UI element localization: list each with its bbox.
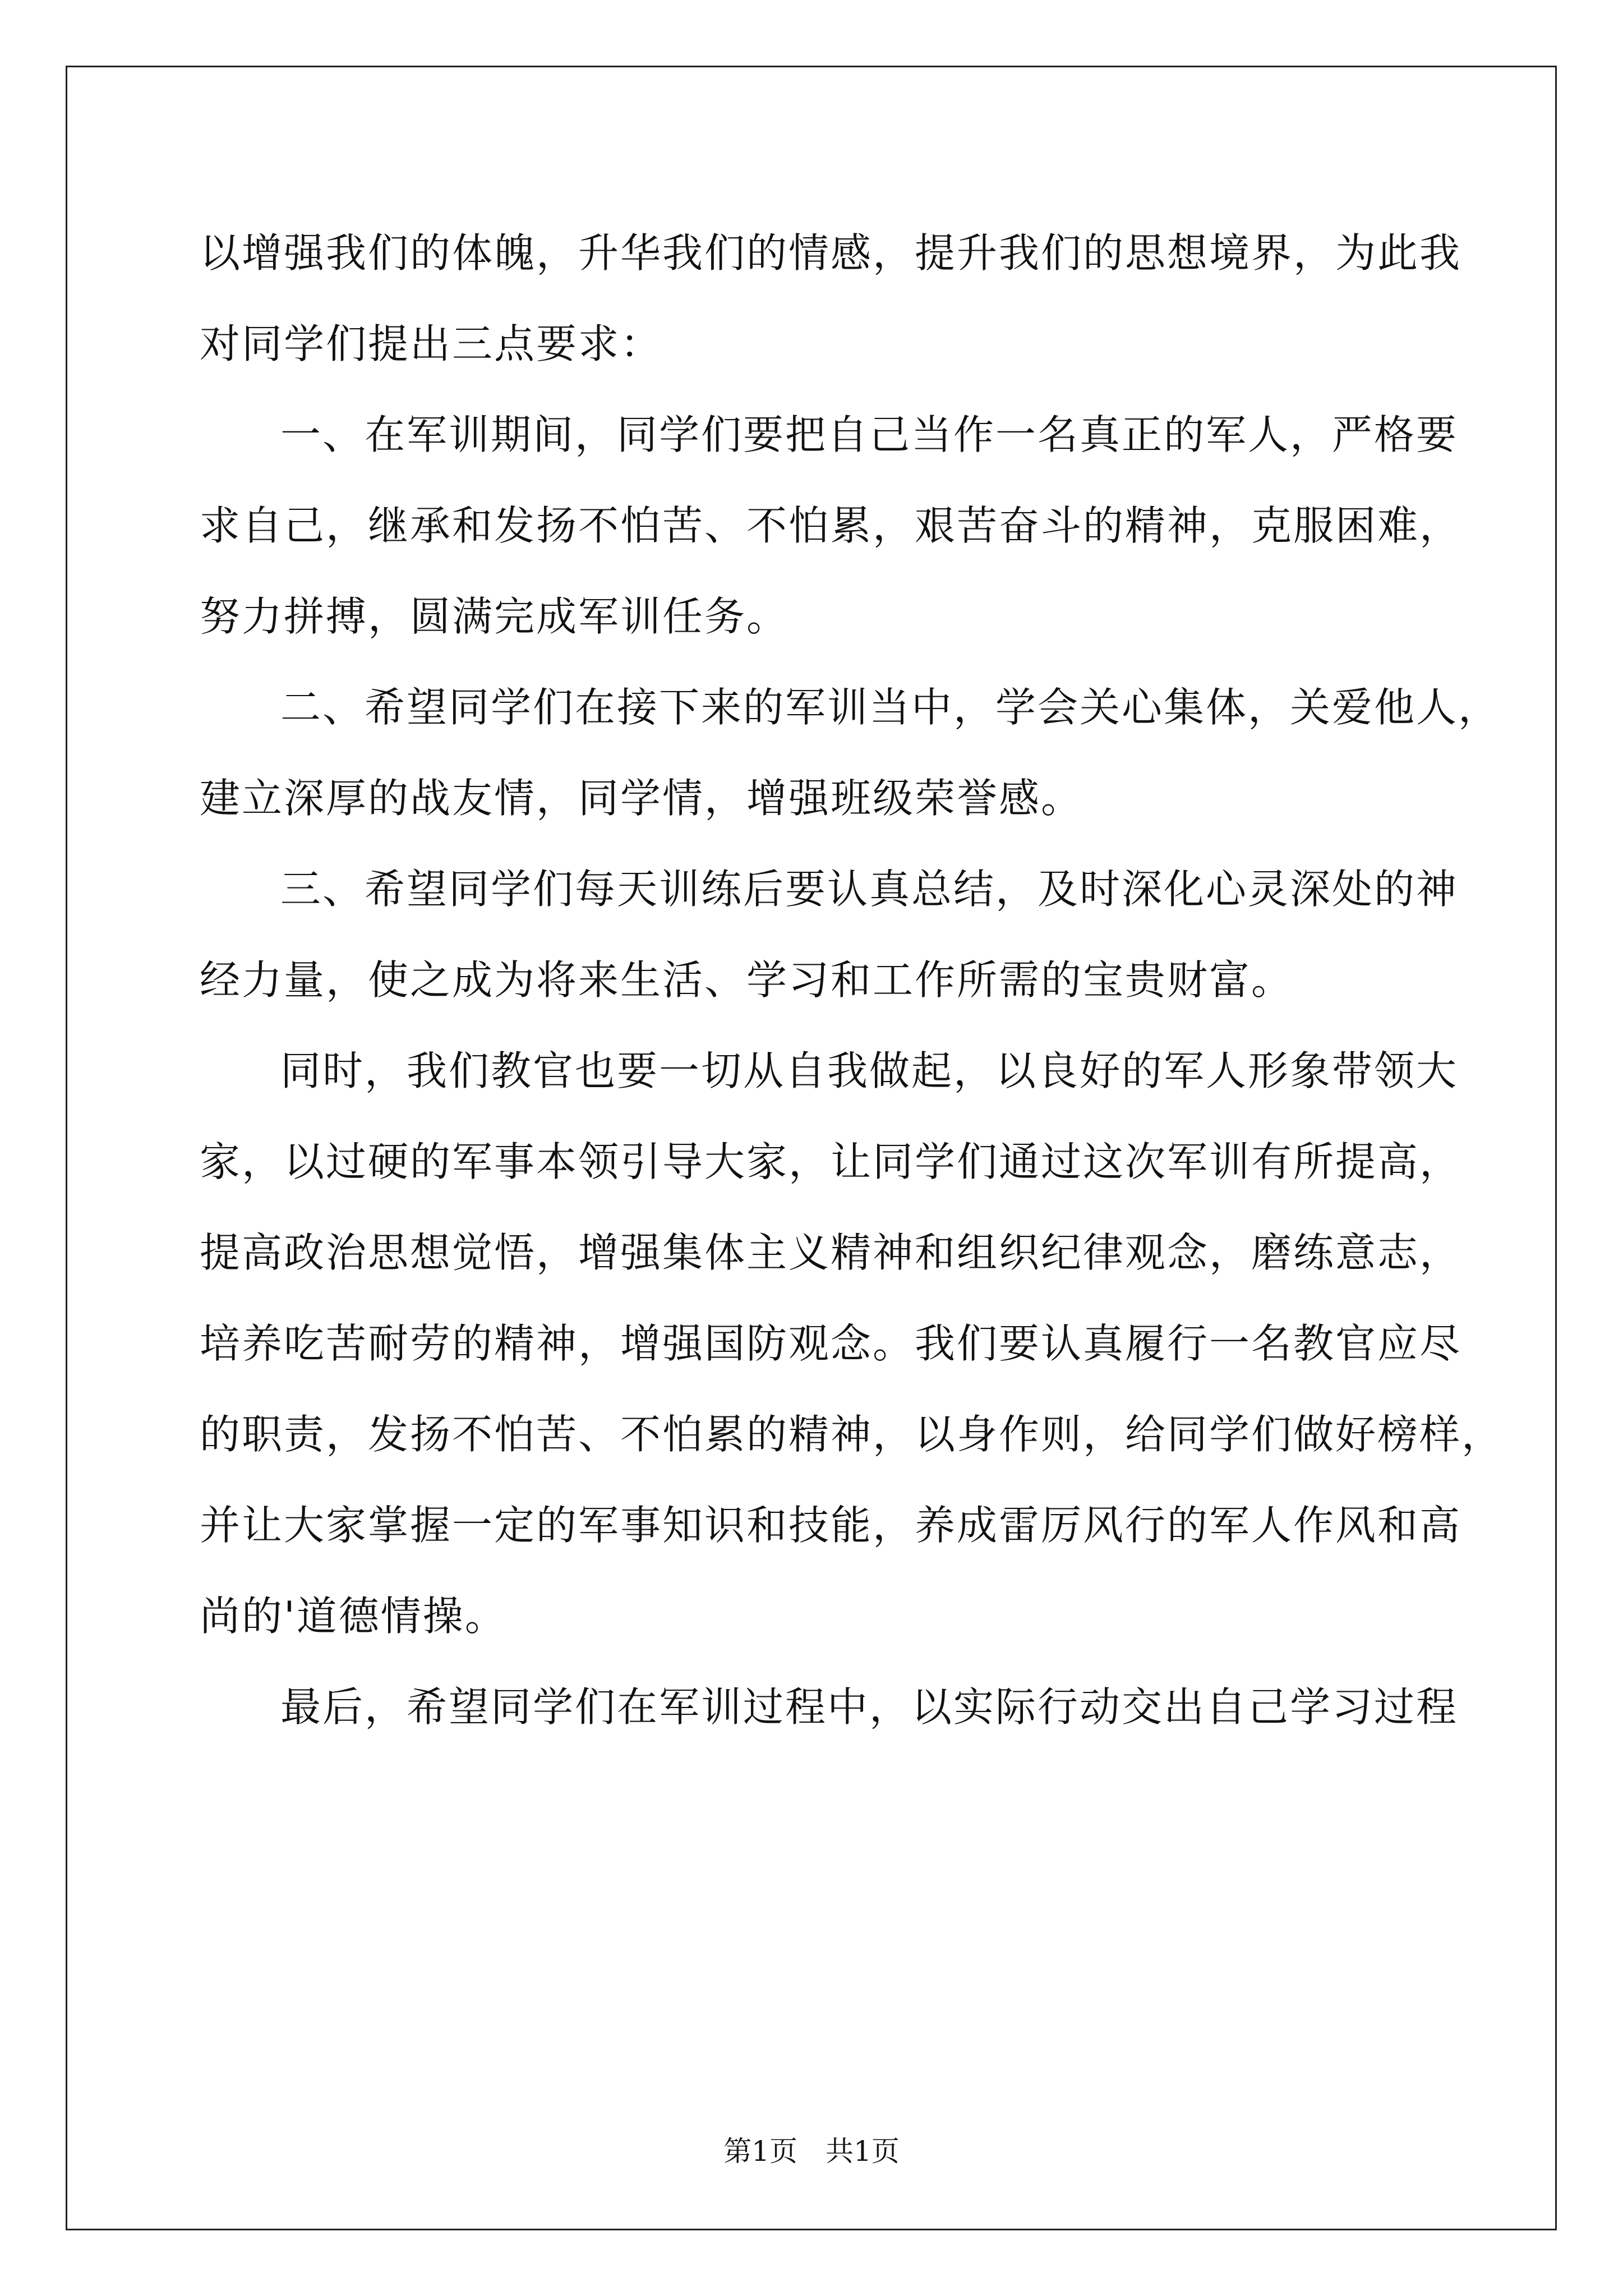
text-line-3: 一、在军训期间，同学们要把自己当作一名真正的军人，严格要 <box>280 411 1459 458</box>
page-footer: 第1页 共1页 <box>723 2135 900 2168</box>
text-line-16: 尚的'道德情操。 <box>200 1593 507 1640</box>
text-line-2: 对同学们提出三点要求： <box>200 320 663 367</box>
text-line-4: 求自己，继承和发扬不怕苦、不怕累，艰苦奋斗的精神，克服困难， <box>200 502 1462 549</box>
text-line-9: 经力量，使之成为将来生活、学习和工作所需的宝贵财富。 <box>200 956 1294 1004</box>
text-line-12: 提高政治思想觉悟，增强集体主义精神和组织纪律观念，磨练意志， <box>200 1229 1462 1276</box>
text-line-10: 同时，我们教官也要一切从自我做起，以良好的军人形象带领大 <box>280 1047 1459 1094</box>
text-line-13: 培养吃苦耐劳的精神，增强国防观念。我们要认真履行一名教官应尽 <box>200 1320 1462 1367</box>
text-line-8: 三、希望同学们每天训练后要认真总结，及时深化心灵深处的神 <box>280 866 1459 913</box>
text-line-5: 努力拼搏，圆满完成军训任务。 <box>200 593 789 640</box>
text-line-11: 家，以过硬的军事本领引导大家，让同学们通过这次军训有所提高， <box>200 1138 1462 1185</box>
text-line-15: 并让大家掌握一定的军事知识和技能，养成雷厉风行的军人作风和高 <box>200 1502 1462 1549</box>
text-line-14: 的职责，发扬不怕苦、不怕累的精神，以身作则，给同学们做好榜样， <box>200 1411 1504 1458</box>
text-line-6: 二、希望同学们在接下来的军训当中，学会关心集体，关爱他人， <box>280 684 1501 731</box>
text-line-17: 最后，希望同学们在军训过程中，以实际行动交出自己学习过程 <box>280 1683 1459 1731</box>
text-line-7: 建立深厚的战友情，同学情，增强班级荣誉感。 <box>200 775 1083 822</box>
document-body <box>200 208 1504 1752</box>
text-line-1: 以增强我们的体魄，升华我们的情感，提升我们的思想境界，为此我 <box>200 229 1462 277</box>
